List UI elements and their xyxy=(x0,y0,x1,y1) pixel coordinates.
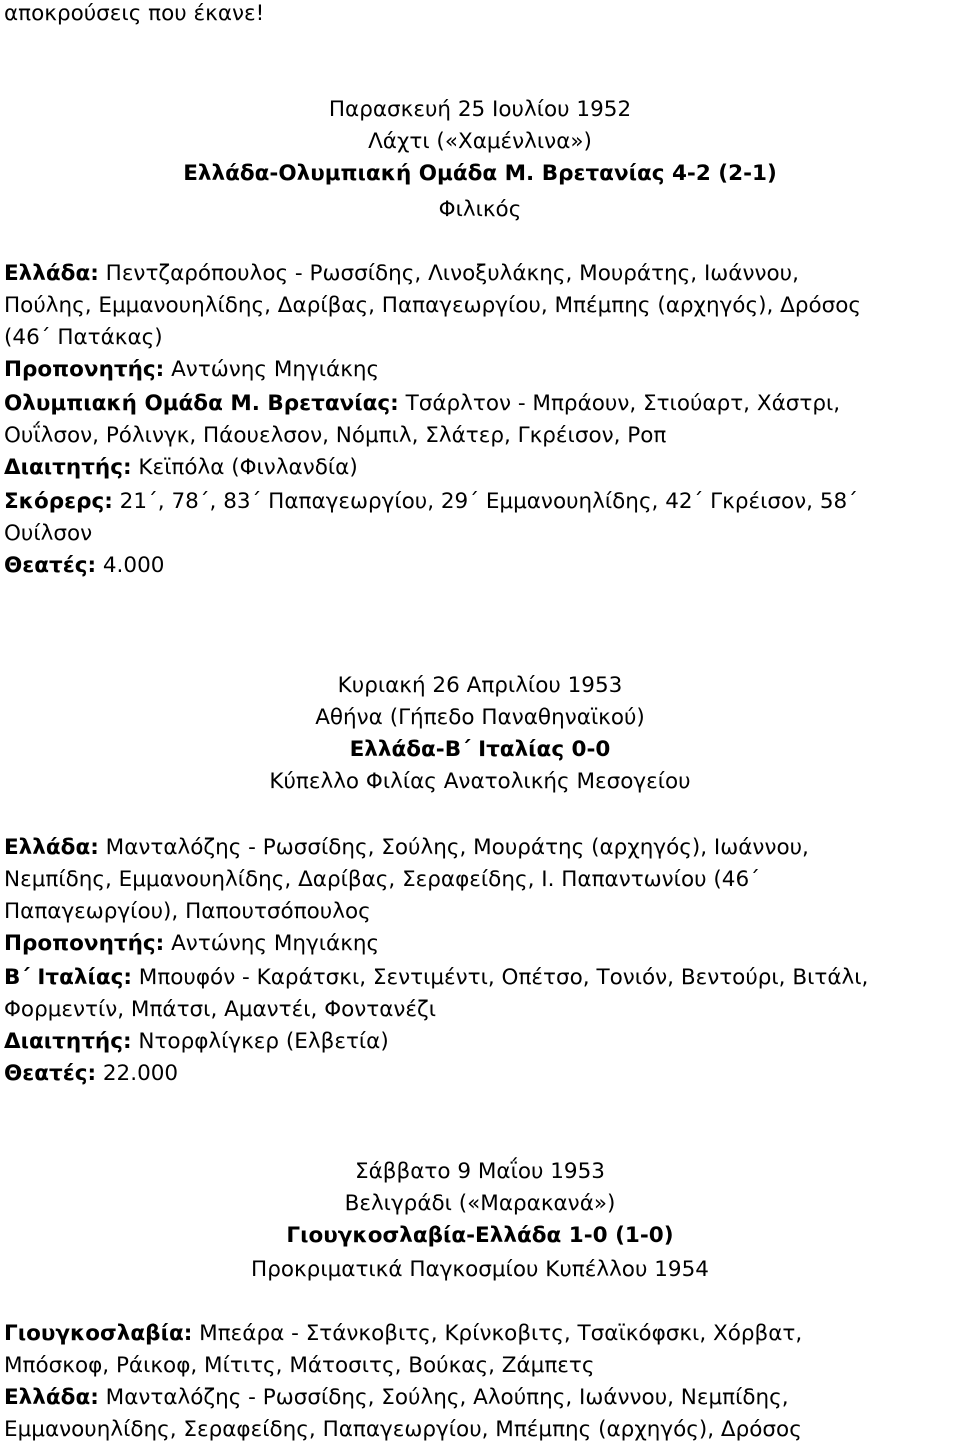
match-1-competition: Φιλικός xyxy=(438,197,522,222)
match-3-line: Ελλάδα: Μανταλόζης - Ρωσσίδης, Σούλης, Αλούπης, Ιωάννου, Νεμπίδης, xyxy=(4,1385,789,1410)
match-1-result: Ελλάδα-Ολυμπιακή Ομάδα Μ. Βρετανίας 4-2 (2-1) xyxy=(183,161,777,186)
intro-tail: αποκρούσεις που έκανε! xyxy=(4,1,265,26)
match-2-line: Νεμπίδης, Εμμανουηλίδης, Δαρίβας, Σεραφείδης, Ι. Παπαντωνίου (46΄ xyxy=(4,867,760,892)
match-1-line: Διαιτητής: Κεϊπόλα (Φινλανδία) xyxy=(4,455,358,480)
match-3-competition: Προκριματικά Παγκοσμίου Κυπέλλου 1954 xyxy=(251,1257,709,1282)
match-1-line: Ελλάδα: Πεντζαρόπουλος - Ρωσσίδης, Λινοξυλάκης, Μουράτης, Ιωάννου, xyxy=(4,261,799,286)
match-2-line: Φορμεντίν, Μπάτσι, Αμαντέι, Φοντανέζι xyxy=(4,997,436,1022)
match-1-line: (46΄ Πατάκας) xyxy=(4,325,163,350)
match-3-line: Γιουγκοσλαβία: Μπεάρα - Στάνκοβιτς, Κρίνκοβιτς, Τσαϊκόφσκι, Χόρβατ, xyxy=(4,1321,803,1346)
match-1-line: Προπονητής: Αντώνης Μηγιάκης xyxy=(4,357,380,382)
match-2-line: Β΄ Ιταλίας: Μπουφόν - Καράτσκι, Σεντιμέντι, Οπέτσο, Τονιόν, Βεντούρι, Βιτάλι, xyxy=(4,965,869,990)
match-3-venue: Βελιγράδι («Μαρακανά») xyxy=(344,1191,616,1216)
match-2-line: Προπονητής: Αντώνης Μηγιάκης xyxy=(4,931,380,956)
match-1-venue: Λάχτι («Χαμένλινα») xyxy=(368,129,592,154)
match-3-date: Σάββατο 9 Μαΐου 1953 xyxy=(355,1159,605,1184)
match-2-line: Ελλάδα: Μανταλόζης - Ρωσσίδης, Σούλης, Μουράτης (αρχηγός), Ιωάννου, xyxy=(4,835,809,860)
match-2-venue: Αθήνα (Γήπεδο Παναθηναϊκού) xyxy=(315,705,645,730)
match-1-line: Θεατές: 4.000 xyxy=(4,553,165,578)
match-2-line: Παπαγεωργίου), Παπουτσόπουλος xyxy=(4,899,371,924)
match-1-line: Ολυμπιακή Ομάδα Μ. Βρετανίας: Τσάρλτον - Μπράουν, Στιούαρτ, Χάστρι, xyxy=(4,391,841,416)
match-3-line: Εμμανουηλίδης, Σεραφείδης, Παπαγεωργίου, Μπέμπης (αρχηγός), Δρόσος xyxy=(4,1417,802,1442)
match-1-line: Ουΐλσον, Ρόλινγκ, Πάουελσον, Νόμπιλ, Σλάτερ, Γκρέισον, Ροπ xyxy=(4,423,667,448)
match-3-result: Γιουγκοσλαβία-Ελλάδα 1-0 (1-0) xyxy=(286,1223,674,1248)
match-1-line: Ουίλσον xyxy=(4,521,93,546)
match-1-line: Σκόρερς: 21΄, 78΄, 83΄ Παπαγεωργίου, 29΄ Εμμανουηλίδης, 42΄ Γκρέισον, 58΄ xyxy=(4,489,858,514)
match-2-competition: Κύπελλο Φιλίας Ανατολικής Μεσογείου xyxy=(269,769,691,794)
match-1-date: Παρασκευή 25 Ιουλίου 1952 xyxy=(328,97,632,122)
match-3-line: Μπόσκοφ, Ράικοφ, Μίτιτς, Μάτοσιτς, Βούκας, Ζάμπετς xyxy=(4,1353,595,1378)
match-2-date: Κυριακή 26 Απριλίου 1953 xyxy=(337,673,623,698)
match-1-line: Πούλης, Εμμανουηλίδης, Δαρίβας, Παπαγεωργίου, Μπέμπης (αρχηγός), Δρόσος xyxy=(4,293,862,318)
match-2-result: Ελλάδα-Β΄ Ιταλίας 0-0 xyxy=(349,737,611,762)
match-2-line: Θεατές: 22.000 xyxy=(4,1061,179,1086)
match-2-line: Διαιτητής: Ντορφλίγκερ (Ελβετία) xyxy=(4,1029,389,1054)
